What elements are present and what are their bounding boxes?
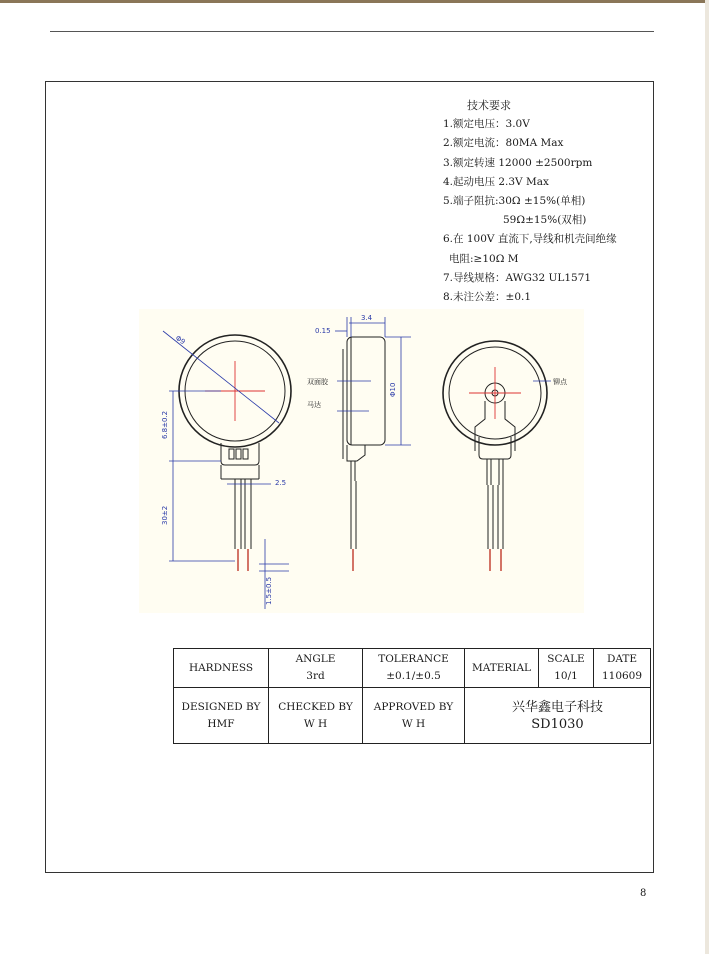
right-border xyxy=(705,0,709,954)
requirement-item: 6.在 100V 直流下,导线和机壳间绝缘 xyxy=(443,233,617,246)
material-cell: MATERIAL xyxy=(465,649,539,688)
checked-label: CHECKED BY xyxy=(278,700,353,713)
dim-side-thickness: 3.4 xyxy=(361,314,373,322)
requirement-item: 8.未注公差：±0.1 xyxy=(443,291,532,304)
scale-value: 10/1 xyxy=(554,670,578,682)
dim-height-top: 6.8±0.2 xyxy=(161,410,169,439)
rear-view-wire-tips xyxy=(490,549,501,571)
approved-label: APPROVED BY xyxy=(373,700,454,713)
approved-value: W H xyxy=(401,717,426,730)
designed-value: HMF xyxy=(207,717,235,730)
hardness-cell: HARDNESS xyxy=(174,649,269,688)
angle-label: ANGLE xyxy=(295,653,336,665)
scale-cell xyxy=(539,649,594,688)
technical-drawing xyxy=(139,309,584,613)
requirement-item: 7.导线规格：AWG32 UL1571 xyxy=(443,271,592,284)
side-view-dimensions xyxy=(335,317,411,445)
label-double-tape: 双面胶 xyxy=(307,378,328,386)
front-view-wire-tips xyxy=(238,549,248,571)
requirement-item: 2.额定电流：80MA Max xyxy=(443,137,564,150)
dim-side-diameter: Φ10 xyxy=(389,382,397,397)
designed-label: DESIGNED BY xyxy=(181,700,261,713)
label-solder-point: 铆点 xyxy=(553,378,567,386)
date-cell xyxy=(594,649,651,688)
part-number: SD1030 xyxy=(531,716,584,732)
dim-wire-spacing: 2.5 xyxy=(275,479,287,487)
company-cell xyxy=(465,688,651,744)
header-rule xyxy=(50,31,654,32)
title-block xyxy=(173,648,651,744)
requirement-item: 3.额定转速 12000 ±2500rpm xyxy=(443,156,593,169)
angle-cell xyxy=(269,649,363,688)
scale-label: SCALE xyxy=(547,653,585,665)
technical-requirements xyxy=(443,96,617,307)
requirement-item: 5.端子阻抗:30Ω ±15%(单相) xyxy=(443,195,586,208)
checked-value: W H xyxy=(303,717,328,730)
date-label: DATE xyxy=(606,653,638,665)
designed-cell xyxy=(174,688,269,744)
angle-value: 3rd xyxy=(306,670,325,682)
tolerance-cell xyxy=(363,649,465,688)
tolerance-value: ±0.1/±0.5 xyxy=(386,670,441,682)
motor-drawing-svg xyxy=(139,309,584,613)
top-border xyxy=(0,0,709,3)
dim-diameter-front: Φ9 xyxy=(173,334,187,347)
date-value: 110609 xyxy=(601,670,643,682)
side-view xyxy=(343,337,385,549)
dim-side-thin: 0.15 xyxy=(315,327,331,335)
requirement-item: 4.起动电压 2.3V Max xyxy=(443,175,549,188)
page-number: 8 xyxy=(640,888,647,899)
dim-height-wire: 30±2 xyxy=(161,505,169,525)
dim-wire-tip: 1.5±0.5 xyxy=(265,576,273,605)
rear-view-centerlines xyxy=(469,367,521,419)
requirements-title: 技术要求 xyxy=(467,99,511,112)
approved-cell xyxy=(363,688,465,744)
tolerance-label: TOLERANCE xyxy=(378,653,449,665)
label-motor: 马达 xyxy=(307,401,321,409)
checked-cell xyxy=(269,688,363,744)
company-name: 兴华鑫电子科技 xyxy=(511,699,603,715)
requirement-item: 59Ω±15%(双相) xyxy=(503,214,587,227)
requirement-item: 1.额定电压：3.0V xyxy=(443,118,530,131)
requirement-item: 电阻:≥10Ω M xyxy=(449,252,519,265)
